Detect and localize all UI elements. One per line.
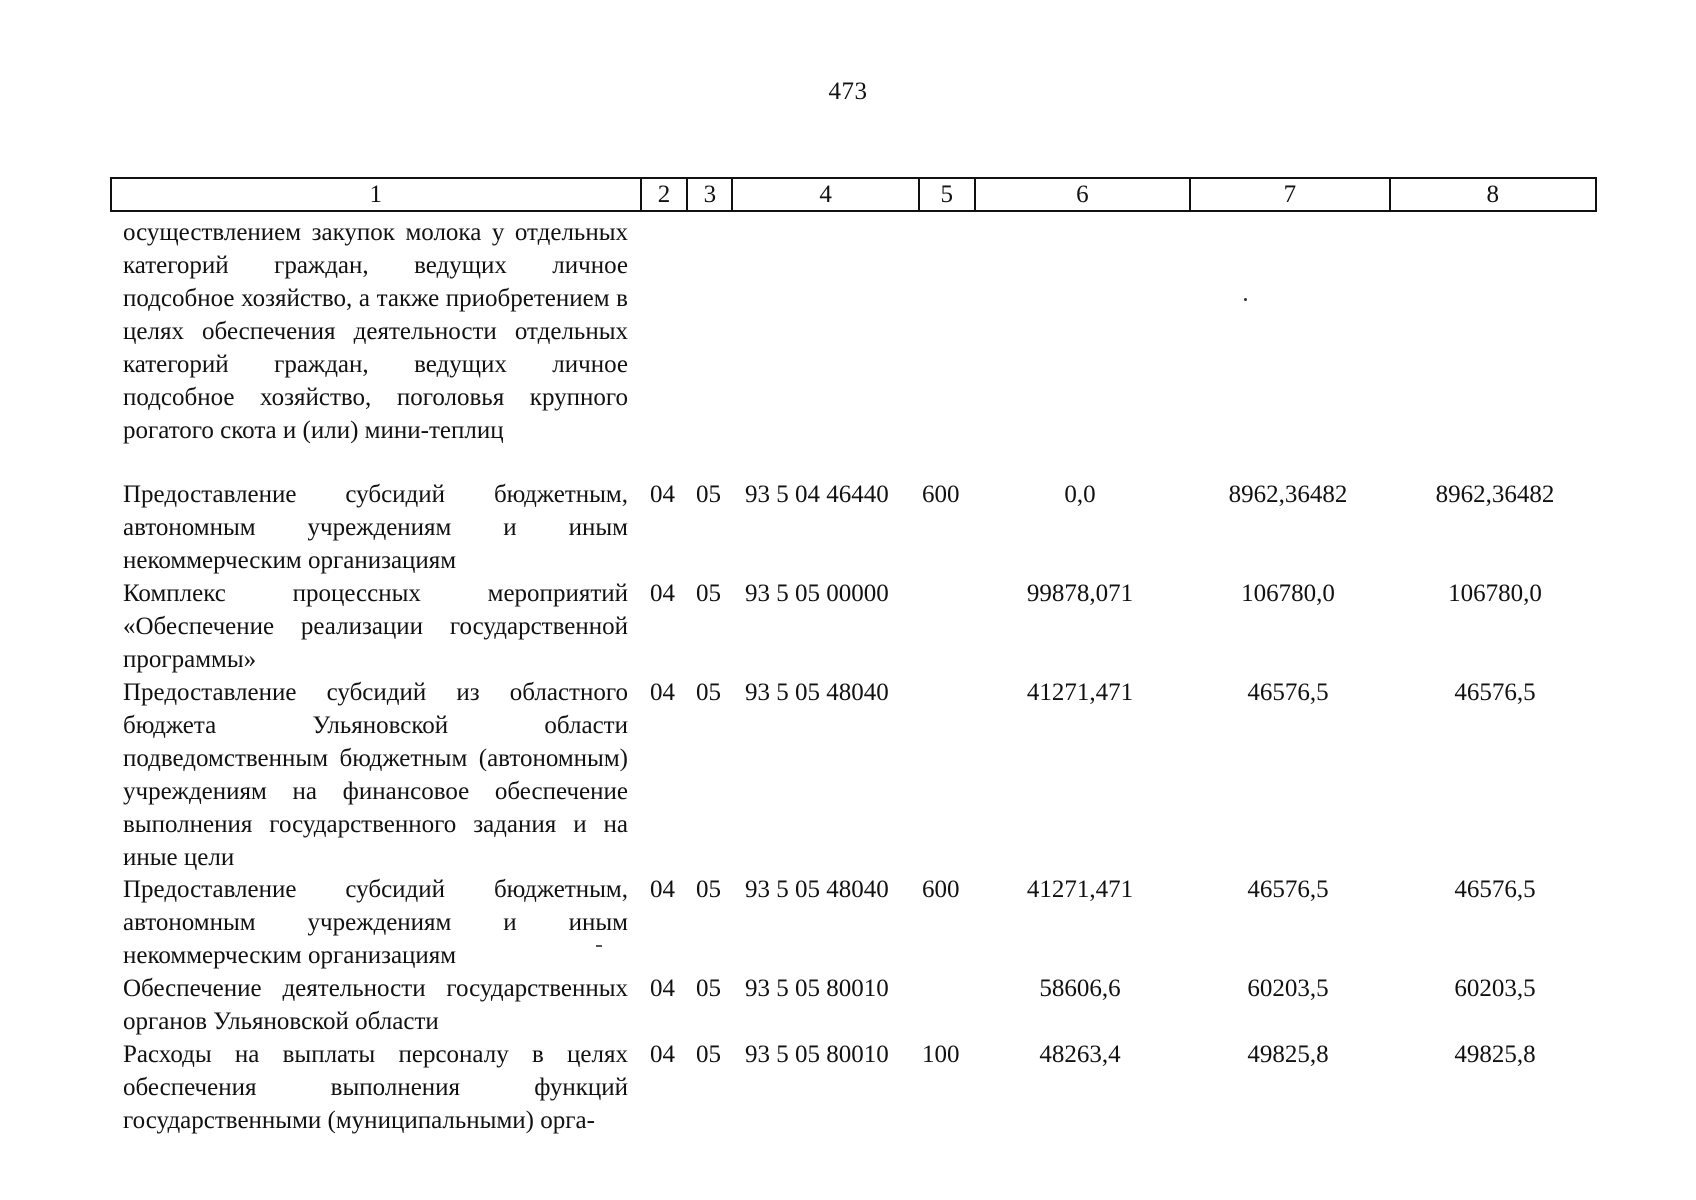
row-target-code: 93 5 05 80010 <box>745 1041 889 1068</box>
scan-speck <box>1244 298 1247 301</box>
row-section: 04 <box>650 1041 675 1068</box>
row-target-code: 93 5 05 00000 <box>745 580 889 607</box>
row-section: 04 <box>650 975 675 1002</box>
row-amount-8: 46576,5 <box>1454 679 1536 706</box>
row-subsection: 05 <box>696 679 721 706</box>
row-section: 04 <box>650 876 675 903</box>
row-description: Предоставление субсидий бюджетным, автономным учреждениям и иным некоммерческим организациям <box>123 481 628 574</box>
page-number: 473 <box>828 78 868 105</box>
row-amount-7: 49825,8 <box>1247 1041 1329 1068</box>
row-target-code: 93 5 05 80010 <box>745 975 889 1002</box>
header-col-2: 2 <box>642 179 689 210</box>
row-expense-type: 600 <box>922 876 960 903</box>
row-description: Предоставление субсидий бюджетным, автономным учреждениям и иным некоммерческим организациям <box>123 876 628 969</box>
row-amount-6: 41271,471 <box>1026 876 1134 903</box>
row-section: 04 <box>650 481 675 508</box>
header-col-1: 1 <box>112 179 642 210</box>
header-col-7: 7 <box>1191 179 1390 210</box>
row-description: Предоставление субсидий из областного бюджета Ульяновской области подведомственным бюджетным (автономным) учреждениям на финансовое обеспечение выполнения государственного задания и на иные цели <box>123 679 628 871</box>
row-amount-6: 41271,471 <box>1026 679 1134 706</box>
row-amount-7: 46576,5 <box>1247 876 1329 903</box>
row-subsection: 05 <box>696 580 721 607</box>
row-amount-8: 46576,5 <box>1454 876 1536 903</box>
row-amount-7: 60203,5 <box>1247 975 1329 1002</box>
row-expense-type: 600 <box>922 481 960 508</box>
row-amount-6: 48263,4 <box>1039 1041 1121 1068</box>
row-target-code: 93 5 05 48040 <box>745 679 889 706</box>
row-amount-8: 106780,0 <box>1448 580 1542 607</box>
row-amount-6: 58606,6 <box>1039 975 1121 1002</box>
row-subsection: 05 <box>696 876 721 903</box>
header-col-8: 8 <box>1486 180 1500 208</box>
row-target-code: 93 5 05 48040 <box>745 876 889 903</box>
row-amount-8: 8962,36482 <box>1435 481 1555 508</box>
scan-speck <box>596 945 602 947</box>
row-subsection: 05 <box>696 975 721 1002</box>
row-section: 04 <box>650 580 675 607</box>
header-col-3: 3 <box>688 179 733 210</box>
row-description: Расходы на выплаты персоналу в целях обеспечения выполнения функций государственными (муниципальными) орга- <box>123 1041 628 1134</box>
row-target-code: 93 5 04 46440 <box>745 481 889 508</box>
row-subsection: 05 <box>696 481 721 508</box>
row-amount-7: 8962,36482 <box>1228 481 1348 508</box>
row-amount-7: 46576,5 <box>1247 679 1329 706</box>
row-section: 04 <box>650 679 675 706</box>
header-col-4: 4 <box>733 179 920 210</box>
row-description: осуществлением закупок молока у отдельных категорий граждан, ведущих личное подсобное хозяйство, а также приобретением в целях обеспечения деятельности отдельных категорий граждан, ведущих личное подсобное хозяйство, поголовья крупного рогатого скота и (или) мини-теплиц <box>123 219 628 444</box>
row-description: Обеспечение деятельности государственных органов Ульяновской области <box>123 975 628 1035</box>
row-amount-8: 49825,8 <box>1454 1041 1536 1068</box>
row-expense-type: 100 <box>922 1041 960 1068</box>
table-header <box>110 177 1597 212</box>
header-col-6: 6 <box>976 179 1191 210</box>
header-col-5: 5 <box>920 179 976 210</box>
row-amount-6: 0,0 <box>1064 481 1096 508</box>
row-amount-6: 99878,071 <box>1026 580 1134 607</box>
row-subsection: 05 <box>696 1041 721 1068</box>
row-amount-7: 106780,0 <box>1241 580 1335 607</box>
row-description: Комплекс процессных мероприятий «Обеспечение реализации государственной программы» <box>123 580 628 673</box>
row-amount-8: 60203,5 <box>1454 975 1536 1002</box>
